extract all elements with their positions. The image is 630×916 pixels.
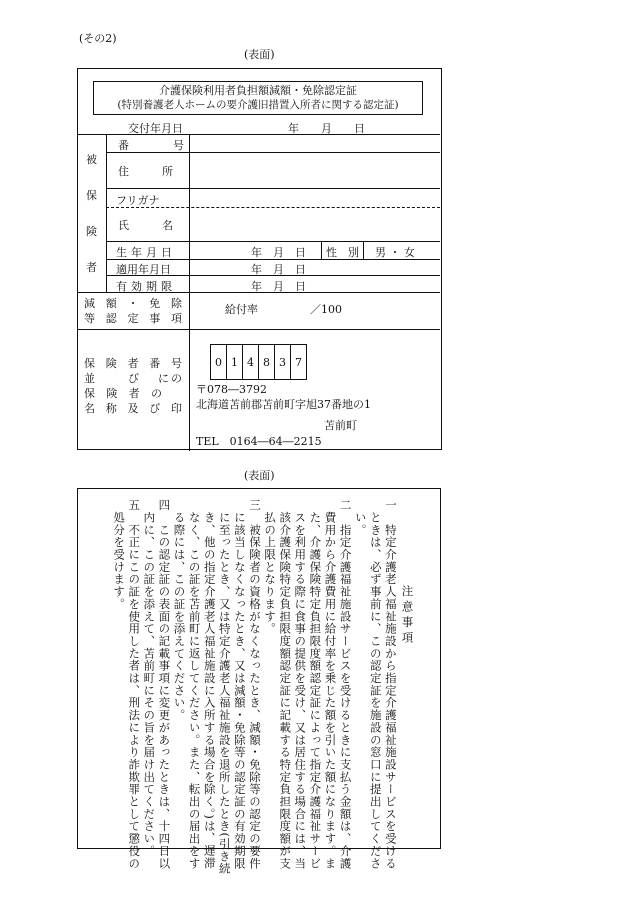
birth-date-value: 年 月 日 — [251, 246, 306, 259]
certificate-title-box — [93, 81, 423, 115]
certificate-back-card — [77, 488, 441, 875]
insurer-number-boxes — [210, 344, 307, 380]
apply-date-value: 年 月 日 — [251, 263, 306, 276]
notes-column: スを利用する際に食事の提供を受け、又は居住する場合には、当 — [293, 499, 308, 870]
birth-date-label: 生年月日 — [116, 246, 176, 259]
insured-char-1: 被 — [86, 153, 97, 166]
insurer-label-line1: 保 険 者 番 号 — [84, 357, 182, 370]
expiry-date-value: 年 月 日 — [251, 280, 306, 293]
notes-title: 注意事項 — [400, 585, 415, 647]
notes-column: 三 被保険者の資格がなくなったとき、減額・免除等の認定の要件 — [248, 499, 262, 870]
apply-date-label: 適用年月日 — [116, 263, 171, 276]
notes-column: ときは、必ず事前に、この認定証を施設の窓口に提出してくださ — [368, 499, 383, 870]
issue-date-value: 年 月 日 — [288, 122, 365, 135]
notes-column: に該当しなくなったとき、又は減額・免除等の認定証の有効期限 — [232, 499, 247, 870]
notes-column: 四 この認定証の表面の記載事項に変更があったときは、十四日以 — [157, 499, 172, 870]
notes-column: 二 指定介護福祉施設サービスを受けるときに支払う金額は、介護 — [338, 499, 353, 870]
page-label: (その2) — [79, 32, 117, 45]
insurer-label-line3: 保 険 者 の — [84, 387, 162, 400]
insurer-address: 北海道苫前郡苫前町字旭37番地の1 — [196, 398, 371, 411]
notes-column: なく、この証を苫前町に返してください。また、転出の届出をす — [187, 499, 202, 870]
notes-column: 内に、この証を添えて、苫前町にその旨を届け出てください。 — [142, 499, 157, 858]
number-label: 番 号 — [118, 139, 184, 152]
certificate-title: 介護保険利用者負担額減額・免除認定証 — [159, 84, 357, 97]
insurer-label-line4: 名 称 及 び 印 — [84, 402, 182, 415]
notes-column: き、他の指定介護老人福祉施設に入所する場合を除く。)は、遅滞 — [202, 499, 217, 870]
notes-column: 一 特定介護老人福祉施設から指定介護福祉施設サービスを受ける — [383, 499, 398, 870]
notes-column: 払の上限となります。 — [263, 499, 278, 635]
benefit-rate-value: ／100 — [310, 303, 342, 316]
notes-column: 費用から介護費用に給付率を乗じた額を引いた額になります。ま — [323, 499, 338, 870]
insured-char-4: 者 — [86, 261, 97, 274]
insurer-digit: 0 — [211, 345, 227, 379]
address-label: 住 所 — [118, 165, 173, 178]
certificate-front-card — [77, 68, 442, 450]
notes-column: に至ったとき、又は特定介護老人福祉施設を退所したとき(引き続 — [217, 499, 232, 875]
insurer-digit: 3 — [275, 345, 291, 379]
insured-char-2: 保 — [86, 189, 97, 202]
gender-label: 性 別 — [326, 246, 359, 259]
issue-date-label: 交付年月日 — [128, 122, 183, 135]
insurer-postal-code: 〒078―3792 — [196, 383, 267, 396]
name-label: 氏 名 — [118, 219, 173, 232]
notes-column: 処分を受けます。 — [112, 499, 127, 611]
gender-value: 男 ・ 女 — [375, 246, 415, 259]
notes-column: 五 不正にこの証を使用した者は、刑法により詐欺罪として懲役の — [127, 499, 142, 870]
expiry-date-label: 有効期限 — [116, 280, 176, 293]
notes-column: た、介護保険特定負担限度額認定証によって指定介護福祉サービ — [308, 499, 323, 870]
back-side-label: (表面) — [244, 469, 275, 482]
insurer-label-line2: 並 び に の — [84, 372, 182, 385]
notes-column: い。 — [353, 499, 368, 537]
certificate-subtitle: (特別養護老人ホームの要介護旧措置入所者に関する認定証) — [117, 99, 399, 111]
insurer-name: 苫前町 — [324, 419, 357, 432]
reduction-label-line1: 減 額 ・ 免 除 — [84, 297, 182, 310]
front-side-label: (表面) — [244, 48, 275, 61]
insured-char-3: 険 — [86, 225, 97, 238]
furigana-label: フリガナ — [116, 194, 160, 207]
notes-column: 該介護保険特定負担限度額認定証に記載する特定負担限度額が支 — [278, 499, 293, 870]
insurer-digit: 4 — [243, 345, 259, 379]
insurer-digit: 1 — [227, 345, 243, 379]
insurer-tel: TEL 0164―64―2215 — [196, 435, 322, 448]
benefit-rate-label: 給付率 — [225, 303, 258, 316]
notes-column: る際には、この証を添えてください。 — [172, 499, 187, 722]
reduction-label-line2: 等 認 定 事 項 — [84, 312, 182, 325]
insurer-digit: 7 — [295, 355, 302, 369]
insurer-digit: 8 — [259, 345, 275, 379]
